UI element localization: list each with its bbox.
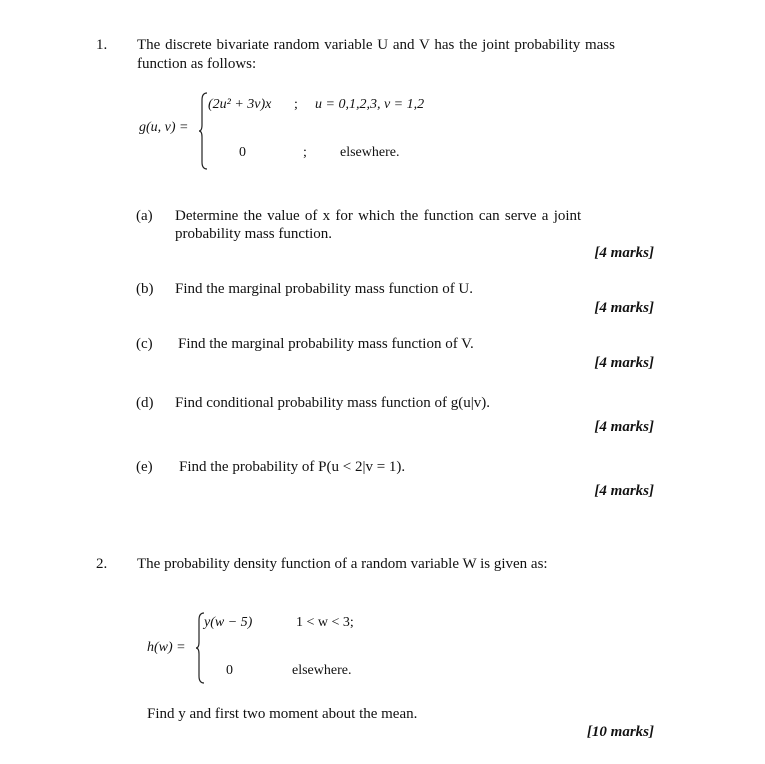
part-c-label: (c) [136,336,153,352]
pmf-lhs: g(u, v) = [139,120,189,135]
part-a-text-line1: Determine the value of x for which the function can serve a joint [175,208,582,224]
part-d-label: (d) [136,395,154,411]
part-c-marks: [4 marks] [594,355,654,371]
pmf-brace [199,92,207,168]
part-e-text: Find the probability of P(u < 2|v = 1). [179,459,406,475]
pmf-case1-expr: (2u² + 3v)x [208,97,272,112]
part-d-text: Find conditional probability mass function of g(u|v). [175,395,491,411]
pdf-case1-cond: 1 < w < 3; [296,615,354,630]
part-b-marks: [4 marks] [594,300,654,316]
pmf-case2-cond: elsewhere. [340,145,400,160]
part-a-text-line2: probability mass function. [175,226,333,242]
q2-marks: [10 marks] [586,724,654,740]
part-e-marks: [4 marks] [594,483,654,499]
q1-number: 1. [96,37,108,53]
pdf-case1-expr: y(w − 5) [204,615,253,630]
part-a-marks: [4 marks] [594,245,654,261]
part-c-text: Find the marginal probability mass function of V. [178,336,474,352]
part-b-text: Find the marginal probability mass function of U. [175,281,474,297]
pdf-case2-cond: elsewhere. [292,663,352,678]
q1-stem-line1: The discrete bivariate random variable U and V has the joint probability mass [137,37,615,53]
q2-stem: The probability density function of a random variable W is given as: [137,556,548,572]
pmf-case1-cond: u = 0,1,2,3, v = 1,2 [315,97,425,112]
part-a-label: (a) [136,208,153,224]
pmf-case2-sep: ; [303,145,307,160]
pmf-case2-expr: 0 [239,145,246,160]
q2-number: 2. [96,556,108,572]
part-e-label: (e) [136,459,153,475]
part-d-marks: [4 marks] [594,419,654,435]
pmf-case1-sep: ; [294,97,298,112]
pdf-brace [196,612,204,684]
pdf-case2-expr: 0 [226,663,233,678]
q2-instruction: Find y and first two moment about the mean. [147,706,418,722]
q1-stem-line2: function as follows: [137,56,257,72]
pdf-lhs: h(w) = [147,640,186,655]
part-b-label: (b) [136,281,154,297]
